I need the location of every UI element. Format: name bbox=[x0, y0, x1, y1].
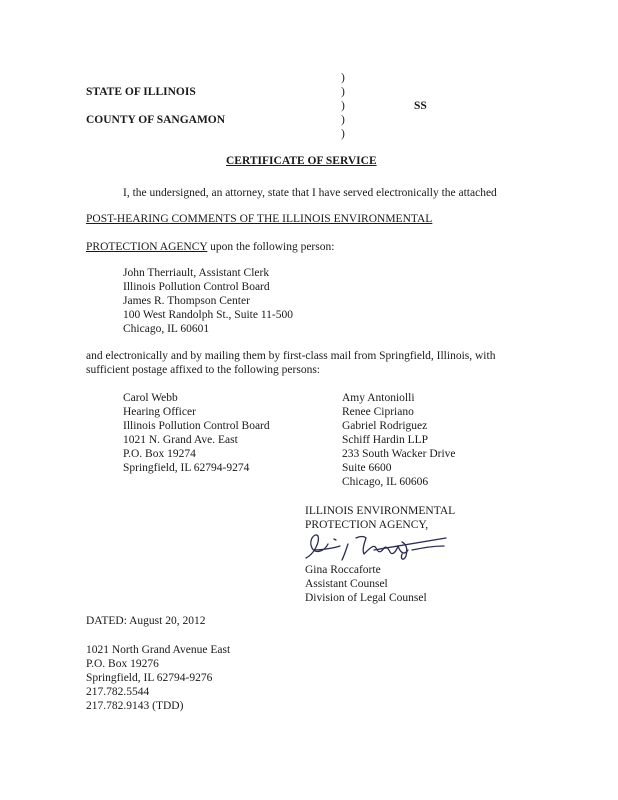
address-line: Illinois Pollution Control Board bbox=[123, 420, 270, 432]
mail-paragraph bbox=[86, 349, 495, 377]
paren-3: ) bbox=[341, 100, 345, 112]
agency-name bbox=[305, 504, 455, 532]
signer-name: Gina Roccaforte bbox=[305, 564, 381, 576]
address-line: James R. Thompson Center bbox=[123, 295, 250, 307]
document-title-line2: PROTECTION AGENCY bbox=[86, 241, 208, 253]
paragraph-line: and electronically and by mailing them by first-class mail from Springfield, Illinois, with bbox=[86, 350, 496, 362]
address-line: Renee Cipriano bbox=[342, 406, 414, 418]
address-line: 1021 North Grand Avenue East bbox=[86, 644, 231, 656]
address-line: Illinois Pollution Control Board bbox=[123, 281, 270, 293]
address-line: Schiff Hardin LLP bbox=[342, 434, 429, 446]
address-line: John Therriault, Assistant Clerk bbox=[123, 267, 270, 279]
signature-image bbox=[300, 530, 450, 564]
dated-line: DATED: August 20, 2012 bbox=[86, 615, 206, 627]
signature-stroke bbox=[412, 546, 444, 550]
address-line: Gabriel Rodriguez bbox=[342, 420, 428, 432]
signature-stroke bbox=[334, 539, 336, 540]
recipient-left-address bbox=[123, 391, 270, 475]
address-line: Hearing Officer bbox=[123, 406, 196, 418]
signer-title: Assistant Counsel bbox=[305, 578, 388, 590]
address-line: 1021 N. Grand Ave. East bbox=[123, 434, 238, 446]
agency-line: ILLINOIS ENVIRONMENTAL bbox=[305, 505, 456, 517]
address-line: Chicago, IL 60601 bbox=[123, 323, 210, 335]
address-line: Springfield, IL 62794-9276 bbox=[86, 672, 213, 684]
signature-stroke bbox=[342, 544, 348, 560]
address-line: 233 South Wacker Drive bbox=[342, 448, 456, 460]
paragraph-line: sufficient postage affixed to the following persons: bbox=[86, 364, 320, 376]
paren-1: ) bbox=[341, 72, 345, 84]
paren-2: ) bbox=[341, 86, 345, 98]
paren-5: ) bbox=[341, 128, 345, 140]
recipient-right-address bbox=[342, 391, 456, 489]
county-label: COUNTY OF SANGAMON bbox=[86, 114, 226, 126]
document-title-line2-wrap bbox=[86, 240, 334, 254]
paren-4: ) bbox=[341, 114, 345, 126]
phone-line: 217.782.5544 bbox=[86, 686, 150, 698]
tdd-line: 217.782.9143 (TDD) bbox=[86, 700, 184, 712]
address-line: Suite 6600 bbox=[342, 462, 392, 474]
agency-line: PROTECTION AGENCY, bbox=[305, 519, 429, 531]
address-line: Amy Antoniolli bbox=[342, 392, 415, 404]
signer-division: Division of Legal Counsel bbox=[305, 592, 427, 604]
address-line: Springfield, IL 62794-9274 bbox=[123, 462, 250, 474]
caption-parens bbox=[341, 72, 345, 142]
address-line: P.O. Box 19274 bbox=[123, 448, 196, 460]
signature-stroke bbox=[374, 538, 446, 550]
state-label: STATE OF ILLINOIS bbox=[86, 86, 196, 98]
address-line: Carol Webb bbox=[123, 392, 178, 404]
document-title-line1: POST-HEARING COMMENTS OF THE ILLINOIS ENVIRONMENTAL bbox=[86, 213, 433, 225]
primary-recipient-address bbox=[123, 266, 293, 336]
signer-block bbox=[305, 563, 427, 605]
return-address bbox=[86, 643, 230, 713]
intro-text: I, the undersigned, an attorney, state that I have served electronically the attached bbox=[123, 187, 497, 199]
address-line: Chicago, IL 60606 bbox=[342, 476, 429, 488]
certificate-title: CERTIFICATE OF SERVICE bbox=[226, 155, 377, 167]
document-title-suffix: upon the following person: bbox=[207, 241, 335, 253]
ss-label: SS bbox=[414, 100, 427, 112]
signature-svg bbox=[300, 530, 450, 564]
address-line: P.O. Box 19276 bbox=[86, 658, 159, 670]
address-line: 100 West Randolph St., Suite 11-500 bbox=[123, 309, 293, 321]
signature-stroke bbox=[306, 535, 328, 558]
